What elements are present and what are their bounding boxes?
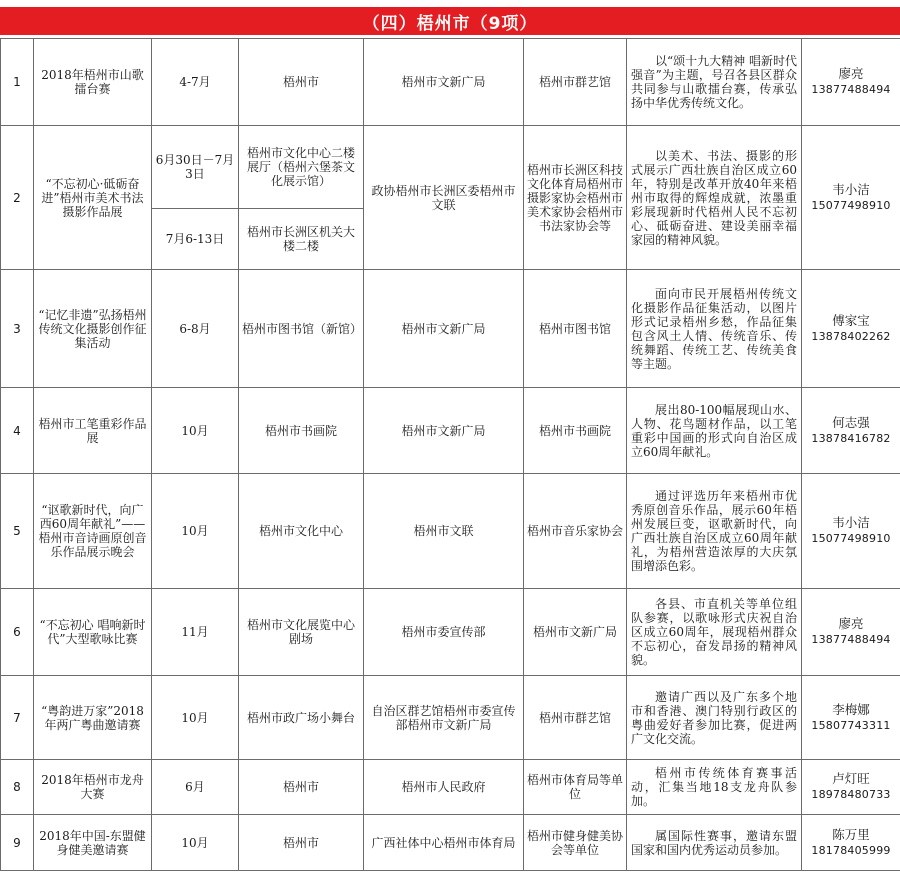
activity-venue: 梧州市政广场小舞台 <box>239 676 364 760</box>
activity-executor: 梧州市音乐家协会 <box>524 474 627 589</box>
activity-executor: 梧州市文新广局 <box>524 589 627 676</box>
contact-phone: 18978480733 <box>811 788 891 801</box>
table-row <box>1 676 900 760</box>
contact-phone: 13877488494 <box>811 633 891 646</box>
activity-organizer: 梧州市文新广局 <box>364 270 524 388</box>
activity-time: 6月30日－7月3日 <box>152 126 239 209</box>
activity-time: 10月 <box>152 474 239 589</box>
table-row <box>1 589 900 676</box>
contact-name: 李梅娜 <box>832 701 870 717</box>
contact-name: 廖亮 <box>838 66 864 81</box>
activity-executor: 梧州市健身健美协会等单位 <box>524 815 627 871</box>
contact-name: 韦小洁 <box>832 515 870 530</box>
activity-name: “不忘初心·砥砺奋进”梧州市美术书法摄影作品展 <box>34 126 152 270</box>
activity-organizer: 梧州市委宣传部 <box>364 589 524 676</box>
contact <box>802 589 900 676</box>
activity-content: 邀请广西以及广东多个地市和香港、澳门特别行政区的粤曲爱好者参加比赛，促进两广文化交流。 <box>627 676 802 760</box>
activity-time: 6月 <box>152 760 239 815</box>
activity-venue: 梧州市 <box>239 39 364 126</box>
table-row <box>1 388 900 474</box>
contact <box>802 126 900 270</box>
activity-venue-2: 梧州市长洲区机关大楼二楼 <box>239 209 364 270</box>
activity-name: 2018年梧州市山歌擂台赛 <box>34 39 152 126</box>
activity-content: 以“颂十九大精神 唱新时代强音”为主题，号召各县区群众共同参与山歌擂台赛，传承弘扬中华优秀传统文化。 <box>627 39 802 126</box>
contact-phone: 13878416782 <box>811 431 891 445</box>
activity-venue: 梧州市文化中心 <box>239 474 364 589</box>
activity-venue: 梧州市文化中心二楼展厅（梧州六堡茶文化展示馆） <box>239 126 364 209</box>
activity-organizer: 梧州市文新广局 <box>364 388 524 474</box>
activity-venue: 梧州市 <box>239 815 364 871</box>
contact-phone: 13878402262 <box>811 329 891 343</box>
table-row <box>1 474 900 589</box>
activity-content: 属国际性赛事，邀请东盟国家和国内优秀运动员参加。 <box>627 815 802 871</box>
contact-name: 何志强 <box>832 414 870 430</box>
activity-venue: 梧州市 <box>239 760 364 815</box>
contact <box>802 760 900 815</box>
row-number: 9 <box>1 815 34 871</box>
activity-executor: 梧州市图书馆 <box>524 270 627 388</box>
row-number: 2 <box>1 126 34 270</box>
activity-name: “粤韵进万家”2018年两广粤曲邀请赛 <box>34 676 152 760</box>
activity-name: “讴歌新时代，向广西60周年献礼”——梧州市音诗画原创音乐作品展示晚会 <box>34 474 152 589</box>
row-number: 6 <box>1 589 34 676</box>
contact-name: 卢灯旺 <box>832 771 870 786</box>
activity-time: 10月 <box>152 388 239 474</box>
activity-time: 10月 <box>152 815 239 871</box>
contact <box>802 388 900 474</box>
contact-phone: 18178405999 <box>811 843 891 857</box>
row-number: 1 <box>1 39 34 126</box>
activity-organizer: 政协梧州市长洲区委梧州市文联 <box>364 126 524 270</box>
contact <box>802 270 900 388</box>
activity-executor: 梧州市群艺馆 <box>524 676 627 760</box>
contact-phone: 13877488494 <box>811 83 891 96</box>
table-row <box>1 270 900 388</box>
activity-time: 11月 <box>152 589 239 676</box>
activity-venue: 梧州市图书馆（新馆） <box>239 270 364 388</box>
activity-content: 面向市民开展梧州传统文化摄影作品征集活动，以图片形式记录梧州乡愁，作品征集包含风土人情、传统音乐、传统舞蹈、传统工艺、传统美食等主题。 <box>627 270 802 388</box>
table-row <box>1 39 900 126</box>
activity-time: 10月 <box>152 676 239 760</box>
contact-phone: 15807743311 <box>811 718 891 732</box>
activity-executor: 梧州市书画院 <box>524 388 627 474</box>
activity-name: “记忆非遗”弘扬梧州传统文化摄影创作征集活动 <box>34 270 152 388</box>
row-number: 8 <box>1 760 34 815</box>
activity-time: 4-7月 <box>152 39 239 126</box>
activity-organizer: 梧州市文新广局 <box>364 39 524 126</box>
activity-name: 2018年中国-东盟健身健美邀请赛 <box>34 815 152 871</box>
contact-phone: 15077498910 <box>811 198 891 212</box>
activity-name: 2018年梧州市龙舟大赛 <box>34 760 152 815</box>
table-row <box>1 760 900 815</box>
row-number: 3 <box>1 270 34 388</box>
row-number: 7 <box>1 676 34 760</box>
activity-organizer: 梧州市文联 <box>364 474 524 589</box>
activity-content: 展出80-100幅展现山水、人物、花鸟题材作品，以工笔重彩中国画的形式向自治区成立60周年献礼。 <box>627 388 802 474</box>
activity-name: “不忘初心 唱响新时代”大型歌咏比赛 <box>34 589 152 676</box>
activity-executor: 梧州市体育局等单位 <box>524 760 627 815</box>
activity-executor: 梧州市长洲区科技文化体育局梧州市摄影家协会梧州市美术家协会梧州市书法家协会等 <box>524 126 627 270</box>
activity-content: 梧州市传统体育赛事活动，汇集当地18支龙舟队参加。 <box>627 760 802 815</box>
contact <box>802 676 900 760</box>
table-row <box>1 126 900 209</box>
activity-time-2: 7月6-13日 <box>152 209 239 270</box>
activity-venue: 梧州市文化展览中心剧场 <box>239 589 364 676</box>
activity-content: 以美术、书法、摄影的形式展示广西壮族自治区成立60年，特别是改革开放40年来梧州市取得的辉煌成就，浓墨重彩展现新时代梧州人民不忘初心、砥砺奋进、建设美丽幸福家园的精神风貌。 <box>627 126 802 270</box>
contact-name: 韦小洁 <box>832 181 870 197</box>
contact-name: 傅家宝 <box>832 312 870 328</box>
activity-content: 各县、市直机关等单位组队参赛，以歌咏形式庆祝自治区成立60周年，展现梧州群众不忘初心，奋发昂扬的精神风貌。 <box>627 589 802 676</box>
activity-table <box>0 38 900 871</box>
contact-name: 廖亮 <box>838 616 864 631</box>
activity-name: 梧州市工笔重彩作品展 <box>34 388 152 474</box>
activity-time: 6-8月 <box>152 270 239 388</box>
table-row <box>1 815 900 871</box>
contact <box>802 474 900 589</box>
activity-executor: 梧州市群艺馆 <box>524 39 627 126</box>
activity-venue: 梧州市书画院 <box>239 388 364 474</box>
activity-organizer: 自治区群艺馆梧州市委宣传部梧州市文新广局 <box>364 676 524 760</box>
row-number: 5 <box>1 474 34 589</box>
contact-name: 陈万里 <box>832 826 870 842</box>
row-number: 4 <box>1 388 34 474</box>
section-title-banner: （四）梧州市（9项） <box>0 7 900 35</box>
contact-phone: 15077498910 <box>811 532 891 545</box>
activity-content: 通过评选历年来梧州市优秀原创音乐作品，展示60年梧州发展巨变，讴歌新时代，向广西壮族自治区成立60周年献礼，为梧州营造浓厚的大庆氛围增添色彩。 <box>627 474 802 589</box>
contact <box>802 815 900 871</box>
contact <box>802 39 900 126</box>
activity-organizer: 广西社体中心梧州市体育局 <box>364 815 524 871</box>
activity-organizer: 梧州市人民政府 <box>364 760 524 815</box>
